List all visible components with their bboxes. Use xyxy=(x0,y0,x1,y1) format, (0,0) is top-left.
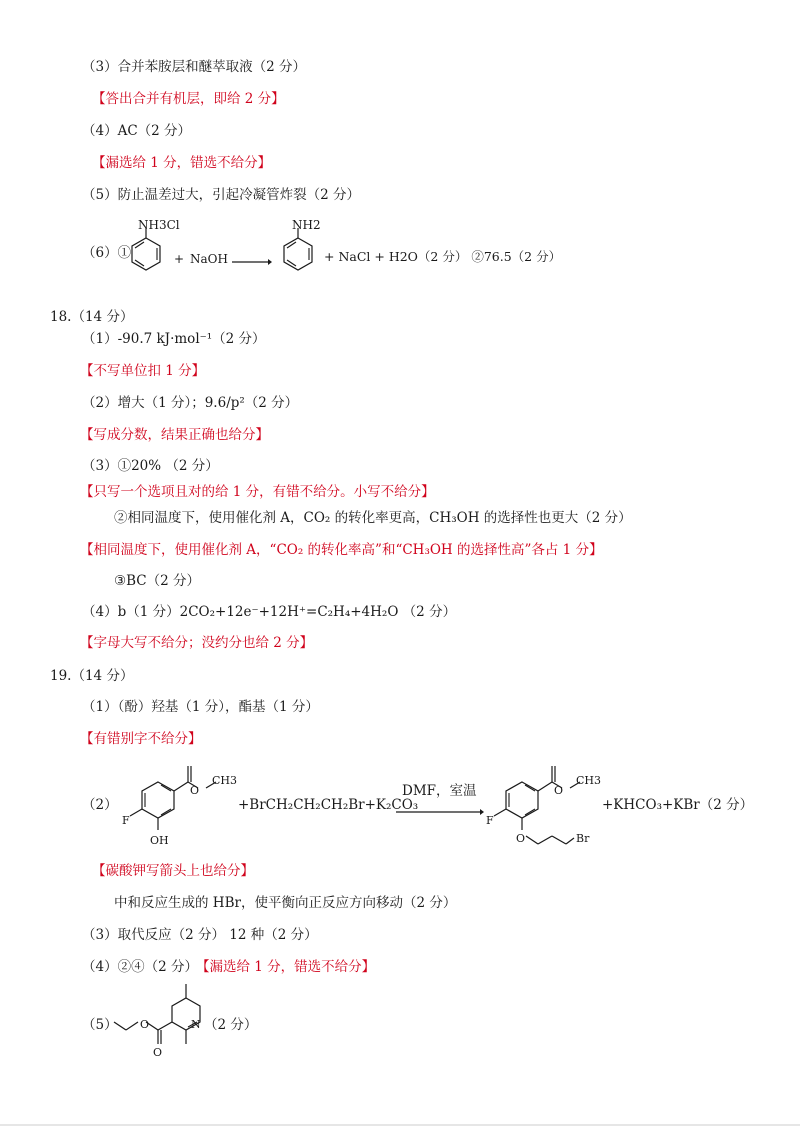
hydroxyl-label: OH xyxy=(150,834,169,847)
q18-part3-note: 【只写一个选项且对的给 1 分，有错不给分。小写不给分】 xyxy=(80,484,435,500)
q17-part3: （3）合并苯胺层和醚萃取液（2 分） xyxy=(82,59,306,75)
q19-part4-note: 【漏选给 1 分，错选不给分】 xyxy=(196,959,376,975)
plus-sign: + xyxy=(174,252,185,266)
product-bromine-label: Br xyxy=(576,832,590,845)
q17-part3-note: 【答出合并有机层，即给 2 分】 xyxy=(92,91,285,107)
q18-part3b-note: 【相同温度下，使用催化剂 A，“CO₂ 的转化率高”和“CH₃OH 的选择性高”各占 1 分】 xyxy=(80,542,603,558)
q17-part5: （5）防止温差过大，引起冷凝管炸裂（2 分） xyxy=(82,187,360,203)
q19-part2-products: +KHCO₃+KBr（2 分） xyxy=(602,797,754,813)
carbonyl-oxygen-label: O xyxy=(153,1046,163,1059)
q19-part2b: 中和反应生成的 HBr，使平衡向正反应方向移动（2 分） xyxy=(114,895,457,911)
ring-nitrogen-label: N xyxy=(191,1018,201,1031)
q17-part6-label: （6）① xyxy=(82,245,132,261)
product-fluorine-label: F xyxy=(486,814,494,827)
product-nh2-group: NH2 xyxy=(292,218,321,232)
q19-part1: （1）（酚）羟基（1 分），酯基（1 分） xyxy=(82,699,319,715)
reaction-conditions: DMF，室温 xyxy=(402,783,477,799)
product-ester-oxygen-label: O xyxy=(554,784,564,797)
q19-part2-reagents: +BrCH₂CH₂CH₂Br+K₂CO₃ xyxy=(238,797,419,813)
q19-part2-note: 【碳酸钾写箭头上也给分】 xyxy=(92,863,254,879)
q18-part2-note: 【写成分数，结果正确也给分】 xyxy=(80,427,269,443)
q17-part4-note: 【漏选给 1 分，错选不给分】 xyxy=(92,155,272,171)
q19-part5-score: （2 分） xyxy=(204,1017,258,1033)
reaction-arrow xyxy=(396,802,484,821)
q19-part4: （4）②④（2 分） xyxy=(82,959,198,975)
product-ether-oxygen-label: O xyxy=(516,832,526,845)
ester-ch3-label: CH3 xyxy=(212,774,238,787)
q19-title: 19.（14 分） xyxy=(50,668,134,684)
reactant-nh3cl-group: NH3Cl xyxy=(138,218,180,232)
q17-part6-rest: + NaCl + H2O（2 分） ②76.5（2 分） xyxy=(324,249,562,264)
q18-part2: （2）增大（1 分）；9.6/p²（2 分） xyxy=(82,395,299,411)
page-bottom-rule xyxy=(0,1124,800,1126)
q18-part3b: ②相同温度下，使用催化剂 A，CO₂ 的转化率更高，CH₃OH 的选择性也更大（2 分） xyxy=(114,510,632,526)
q18-part3c: ③BC（2 分） xyxy=(114,573,200,589)
q19-part5-label: （5） xyxy=(82,1017,118,1033)
ester-oxygen-label: O xyxy=(190,784,200,797)
q18-part4: （4）b（1 分）2CO₂+12e⁻+12H⁺=C₂H₄+4H₂O （2 分） xyxy=(82,604,457,620)
q18-title: 18.（14 分） xyxy=(50,309,134,325)
reaction-arrow xyxy=(232,252,272,271)
q18-part1-note: 【不写单位扣 1 分】 xyxy=(80,363,206,379)
q18-part4-note: 【字母大写不给分；没约分也给 2 分】 xyxy=(80,635,314,651)
fluorine-label: F xyxy=(122,814,130,827)
q19-part1-note: 【有错别字不给分】 xyxy=(80,731,202,747)
q18-part3: （3）①20% （2 分） xyxy=(82,458,219,474)
q17-part4: （4）AC（2 分） xyxy=(82,123,192,139)
reagent-naoh: NaOH xyxy=(190,252,228,266)
q18-part1: （1）-90.7 kJ·mol⁻¹（2 分） xyxy=(82,331,266,347)
q19-part3: （3）取代反应（2 分） 12 种（2 分） xyxy=(82,927,318,943)
q19-part2-label: （2） xyxy=(82,797,118,813)
ester-oxygen-label-2: O xyxy=(140,1018,150,1031)
product-ch3-label: CH3 xyxy=(576,774,602,787)
